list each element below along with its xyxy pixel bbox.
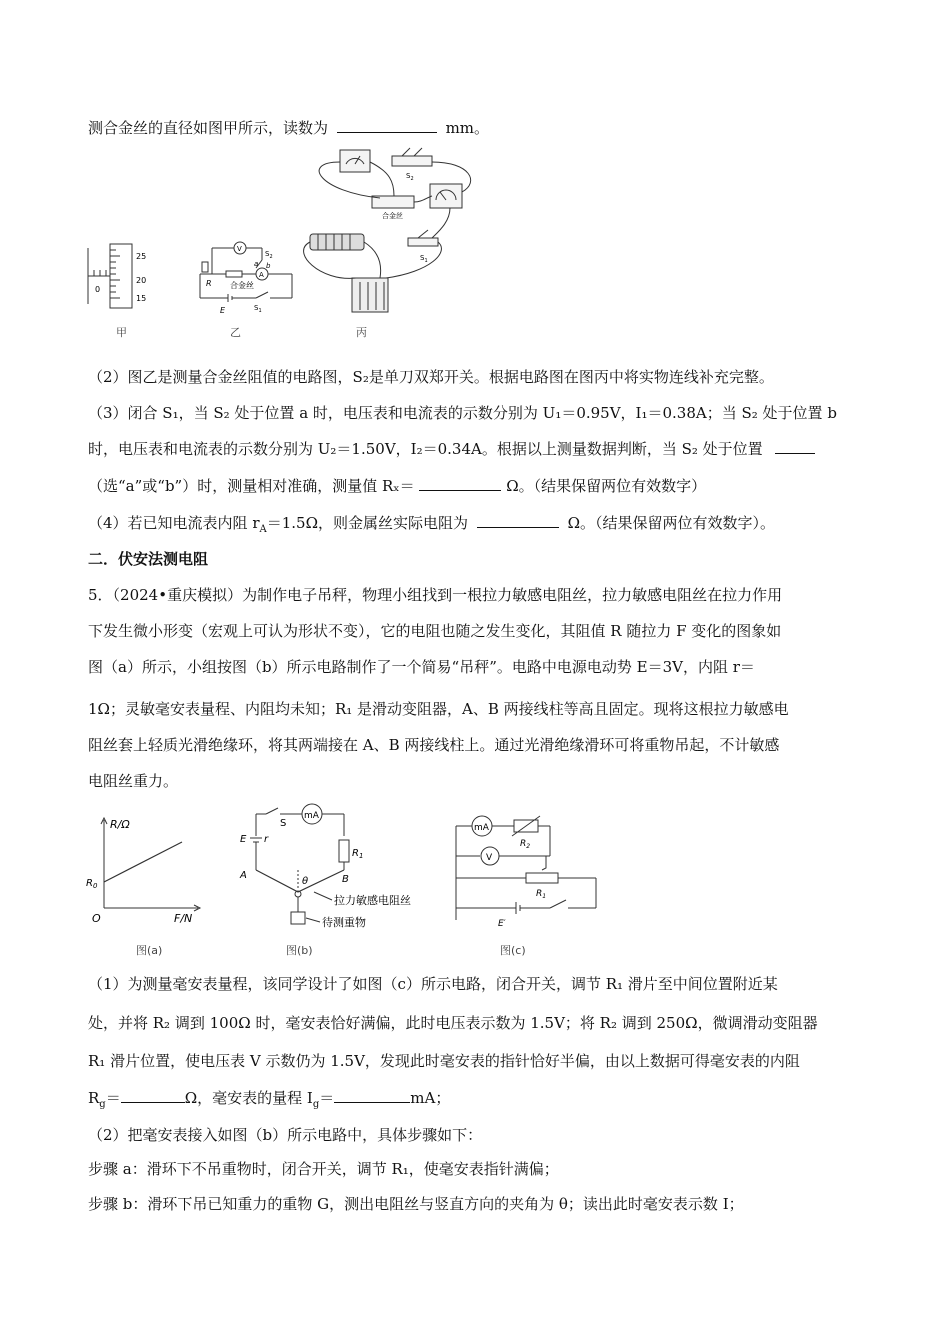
q5-part-1-line: （1）为测量毫安表量程，该同学设计了如图（c）所示电路，闭合开关，调节 R₁ 滑片至中间位置附近某 — [88, 975, 778, 993]
section-heading: 二．伏安法测电阻 — [88, 550, 209, 568]
text: ＝1.5Ω，则金属丝实际电阻为 — [266, 514, 469, 532]
text: R — [88, 1089, 100, 1107]
c-r2-label: $R_2$ — [520, 839, 531, 850]
figure-bing-apparatus — [290, 142, 490, 322]
text: ＝ — [319, 1089, 335, 1107]
problem-5-line: 下发生微小形变（宏观上可认为形状不变），它的电阻也随之发生变化，其阻值 R 随拉力 F 变化的图象如 — [88, 622, 782, 640]
text: 测合金丝的直径如图甲所示，读数为 — [88, 119, 329, 137]
step-b: 步骤 b：滑环下吊已知重力的重物 G，测出电阻丝与竖直方向的夹角为 θ；读出此时毫安表示数 I； — [88, 1195, 744, 1213]
figure-jia-micrometer — [86, 236, 156, 316]
y-axis-label: R/Ω — [110, 818, 130, 831]
c-emf-label: E′ — [498, 919, 506, 929]
milliammeter-label: mA — [304, 811, 319, 821]
tick-label: 15 — [136, 294, 147, 303]
subscript: A — [259, 524, 267, 535]
figure-a-graph — [86, 812, 206, 930]
text: Ω，毫安表的量程 I — [184, 1089, 313, 1107]
x-axis-label: F/N — [174, 912, 193, 925]
problem-5-line: 1Ω；灵敏毫安表量程、内阻均未知；R₁ 是滑动变阻器，A、B 两接线柱等高且固定。现将这根拉力敏感电 — [88, 700, 789, 718]
voltmeter-label: V — [237, 245, 242, 253]
tick-label: 20 — [136, 276, 147, 285]
text: 时，电压表和电流表的示数分别为 U₂＝1.50V，I₂＝0.34A。根据以上测量数据判断，当 S₂ 处于位置 — [88, 440, 763, 458]
question-4 — [88, 512, 868, 541]
resistor-label: R — [206, 279, 212, 288]
q5-part-1-line-4 — [88, 1087, 868, 1116]
battery-label: E — [220, 306, 226, 315]
caption-yi: 乙 — [230, 326, 241, 339]
figure-b-circuit — [236, 800, 446, 940]
c-voltmeter-label: V — [486, 853, 493, 863]
answer-blank[interactable] — [337, 118, 437, 133]
text: Ω。（结果保留两位有效数字）。 — [567, 514, 776, 532]
text: （选“a”或“b”）时，测量相对准确，测量值 Rₓ＝ — [88, 477, 415, 495]
theta-label: θ — [302, 876, 309, 887]
question-2: （2）图乙是测量合金丝阻值的电路图，S₂是单刀双郑开关。根据电路图在图丙中将实物连线补充完整。 — [88, 368, 774, 386]
c-milliammeter-label: mA — [474, 823, 489, 833]
q5-part-1-line: 处，并将 R₂ 调到 100Ω 时，毫安表恰好满偏，此时电压表示数为 1.5V；将 R₂ 调到 250Ω，微调滑动变阻器 — [88, 1014, 818, 1032]
caption-a: 图(a) — [136, 944, 163, 957]
text: mA； — [410, 1089, 451, 1107]
question-3-line-2 — [88, 438, 868, 460]
problem-5-line: 图（a）所示，小组按图（b）所示电路制作了一个简易“吊秤”。电路中电源电动势 E＝3V，内阻 r＝ — [88, 658, 755, 676]
figure-c-circuit — [450, 812, 610, 932]
zero-label: 0 — [95, 285, 101, 294]
text: Ω。（结果保留两位有效数字） — [506, 477, 707, 495]
terminal-a-label: A — [240, 870, 247, 881]
ammeter-label: A — [259, 271, 264, 279]
problem-5-line: 5．（2024•重庆模拟）为制作电子吊秤，物理小组找到一根拉力敏感电阻丝，拉力敏感电阻丝在拉力作用 — [88, 586, 783, 604]
question-3-line-3 — [88, 475, 868, 497]
point-b-label: b — [266, 262, 271, 270]
emf-label: E — [240, 834, 247, 845]
tick-label: 25 — [136, 252, 147, 261]
wire-label: 合金丝 — [230, 281, 254, 290]
point-a-label: a — [254, 260, 259, 268]
step-a: 步骤 a：滑环下不吊重物时，闭合开关，调节 R₁，使毫安表指针满偏； — [88, 1160, 559, 1178]
text: mm。 — [445, 119, 490, 137]
sensitive-wire-label: 拉力敏感电阻丝 — [334, 894, 411, 907]
question-3-line-1: （3）闭合 S₁，当 S₂ 处于位置 a 时，电压表和电流表的示数分别为 U₁＝0.95V，I₁＝0.38A；当 S₂ 处于位置 b — [88, 404, 837, 422]
figure-yi-circuit — [192, 238, 302, 318]
answer-blank[interactable] — [477, 513, 559, 528]
caption-c: 图(c) — [500, 944, 526, 957]
problem-5-line: 电阻丝重力。 — [88, 772, 179, 790]
diameter-question — [88, 117, 868, 139]
bing-s2-label: $S_2$ — [406, 172, 414, 182]
switch-s1-label: $S_1$ — [254, 304, 262, 314]
answer-blank-ig[interactable] — [334, 1088, 410, 1103]
terminal-b-label: B — [342, 874, 349, 885]
weight-label: 待测重物 — [322, 916, 366, 929]
problem-5-line: 阻丝套上轻质光滑绝缘环，将其两端接在 A、B 两接线柱上。通过光滑绝缘滑环可将重物吊起，不计敏感 — [88, 736, 780, 754]
caption-b: 图(b) — [286, 944, 313, 957]
answer-blank[interactable] — [775, 439, 815, 454]
bing-s1-label: $S_1$ — [420, 254, 428, 264]
answer-blank[interactable] — [419, 476, 501, 491]
q5-part-2: （2）把毫安表接入如图（b）所示电路中，具体步骤如下： — [88, 1126, 483, 1144]
r1-label: $R_1$ — [352, 848, 364, 860]
q5-part-1-line: R₁ 滑片位置，使电压表 V 示数仍为 1.5V，发现此时毫安表的指针恰好半偏，由以上数据可得毫安表的内阻 — [88, 1052, 800, 1070]
subscript: g — [312, 1099, 320, 1110]
switch-s2-label: $S_2$ — [265, 250, 273, 260]
bing-wire-label: 合金丝 — [382, 212, 403, 220]
caption-jia: 甲 — [116, 326, 127, 339]
text: ＝ — [105, 1089, 121, 1107]
answer-blank-rg[interactable] — [121, 1088, 185, 1103]
text: （4）若已知电流表内阻 r — [88, 514, 260, 532]
r0-label: $R_0$ — [86, 878, 98, 890]
c-r1-label: $R_1$ — [536, 889, 547, 900]
internal-resistance-label: r — [264, 834, 269, 845]
switch-label: S — [280, 818, 287, 829]
caption-bing: 丙 — [356, 326, 367, 339]
subscript: g — [99, 1099, 106, 1110]
origin-label: O — [92, 912, 101, 925]
